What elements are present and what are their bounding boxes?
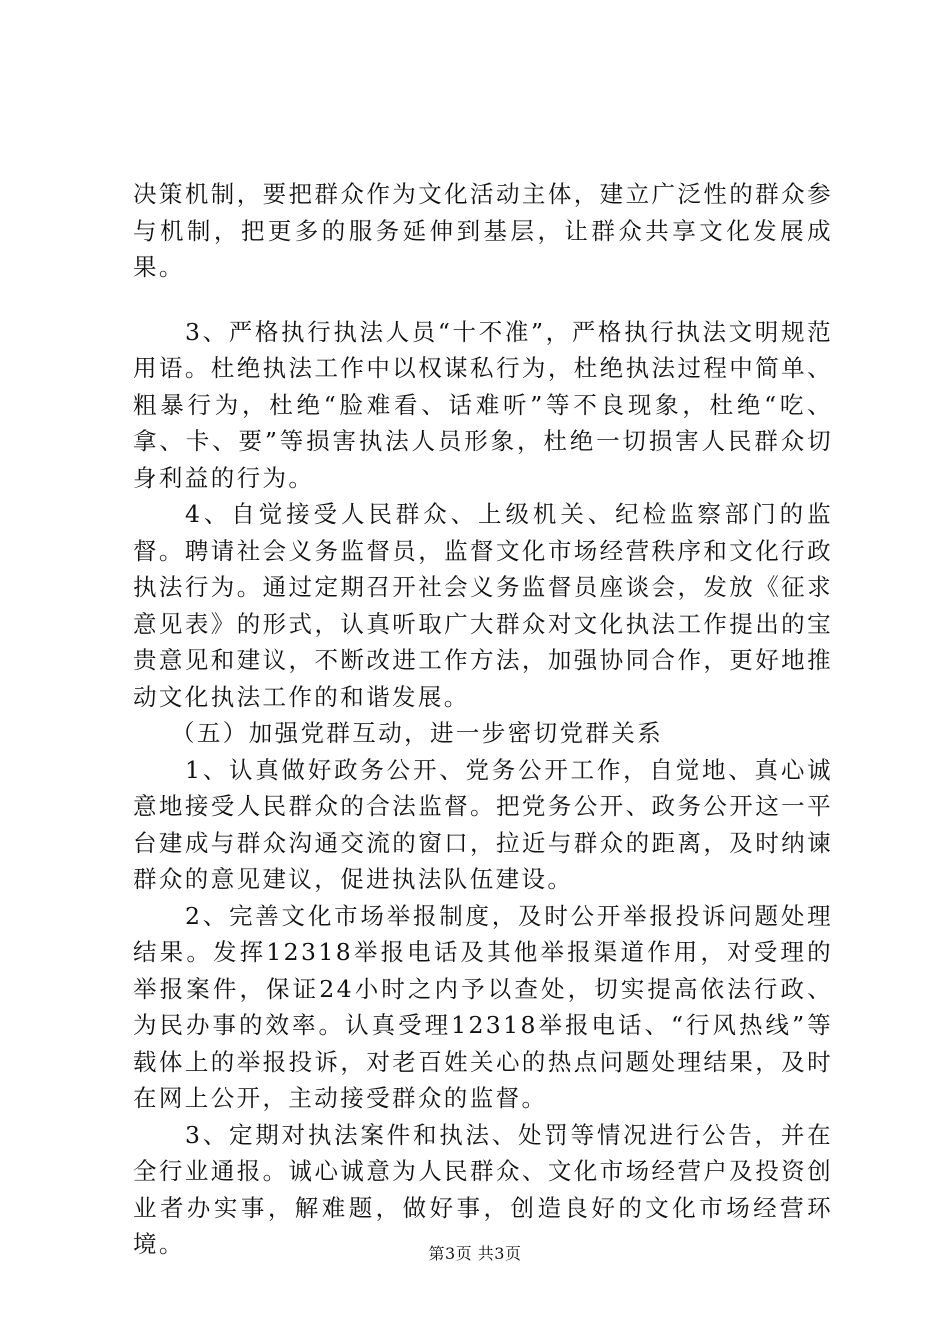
paragraph-item-2-reporting: 2、完善文化市场举报制度，及时公开举报投诉问题处理结果。发挥12318举报电话及其他举报渠道作用，对受理的举报案件，保证24小时之内予以查处，切实提高依法行政、为民办事的效率。认真受理12318举报电话、“行风热线”等载体上的举报投诉，对老百姓关心的热点问题处理结果，及时在网上公开，主动接受群众的监督。 xyxy=(133,901,833,1112)
document-body xyxy=(133,176,833,1263)
paragraph-continuation: 决策机制，要把群众作为文化活动主体，建立广泛性的群众参与机制，把更多的服务延伸到基层，让群众共享文化发展成果。 xyxy=(133,180,833,281)
paragraph-item-1-openness: 1、认真做好政务公开、党务公开工作，自觉地、真心诚意地接受人民群众的合法监督。把党务公开、政务公开这一平台建成与群众沟通交流的窗口，拉近与群众的距离，及时纳谏群众的意见建议，促进执法队伍建设。 xyxy=(133,755,833,893)
paragraph-item-3-announcement: 3、定期对执法案件和执法、处罚等情况进行公告，并在全行业通报。诚心诚意为人民群众、文化市场经营户及投资创业者办实事，解难题，做好事，创造良好的文化市场经营环境。 xyxy=(133,1120,833,1258)
paragraph-item-3-conduct: 3、严格执行执法人员“十不准”，严格执行执法文明规范用语。杜绝执法工作中以权谋私行为，杜绝执法过程中简单、粗暴行为，杜绝“脸难看、话难听”等不良现象，杜绝“吃、拿、卡、要”等损害执法人员形象，杜绝一切损害人民群众切身利益的行为。 xyxy=(133,317,833,492)
paragraph-item-4-supervision: 4、自觉接受人民群众、上级机关、纪检监察部门的监督。聘请社会义务监督员，监督文化市场经营秩序和文化行政执法行为。通过定期召开社会义务监督员座谈会，发放《征求意见表》的形式，认真听取广大群众对文化执法工作提出的宝贵意见和建议，不断改进工作方法，加强协同合作，更好地推动文化执法工作的和谐发展。 xyxy=(133,500,833,711)
section-heading-5: （五）加强党群互动，进一步密切党群关系 xyxy=(171,719,664,747)
page-number-footer: 第3页 共3页 xyxy=(428,1244,522,1263)
